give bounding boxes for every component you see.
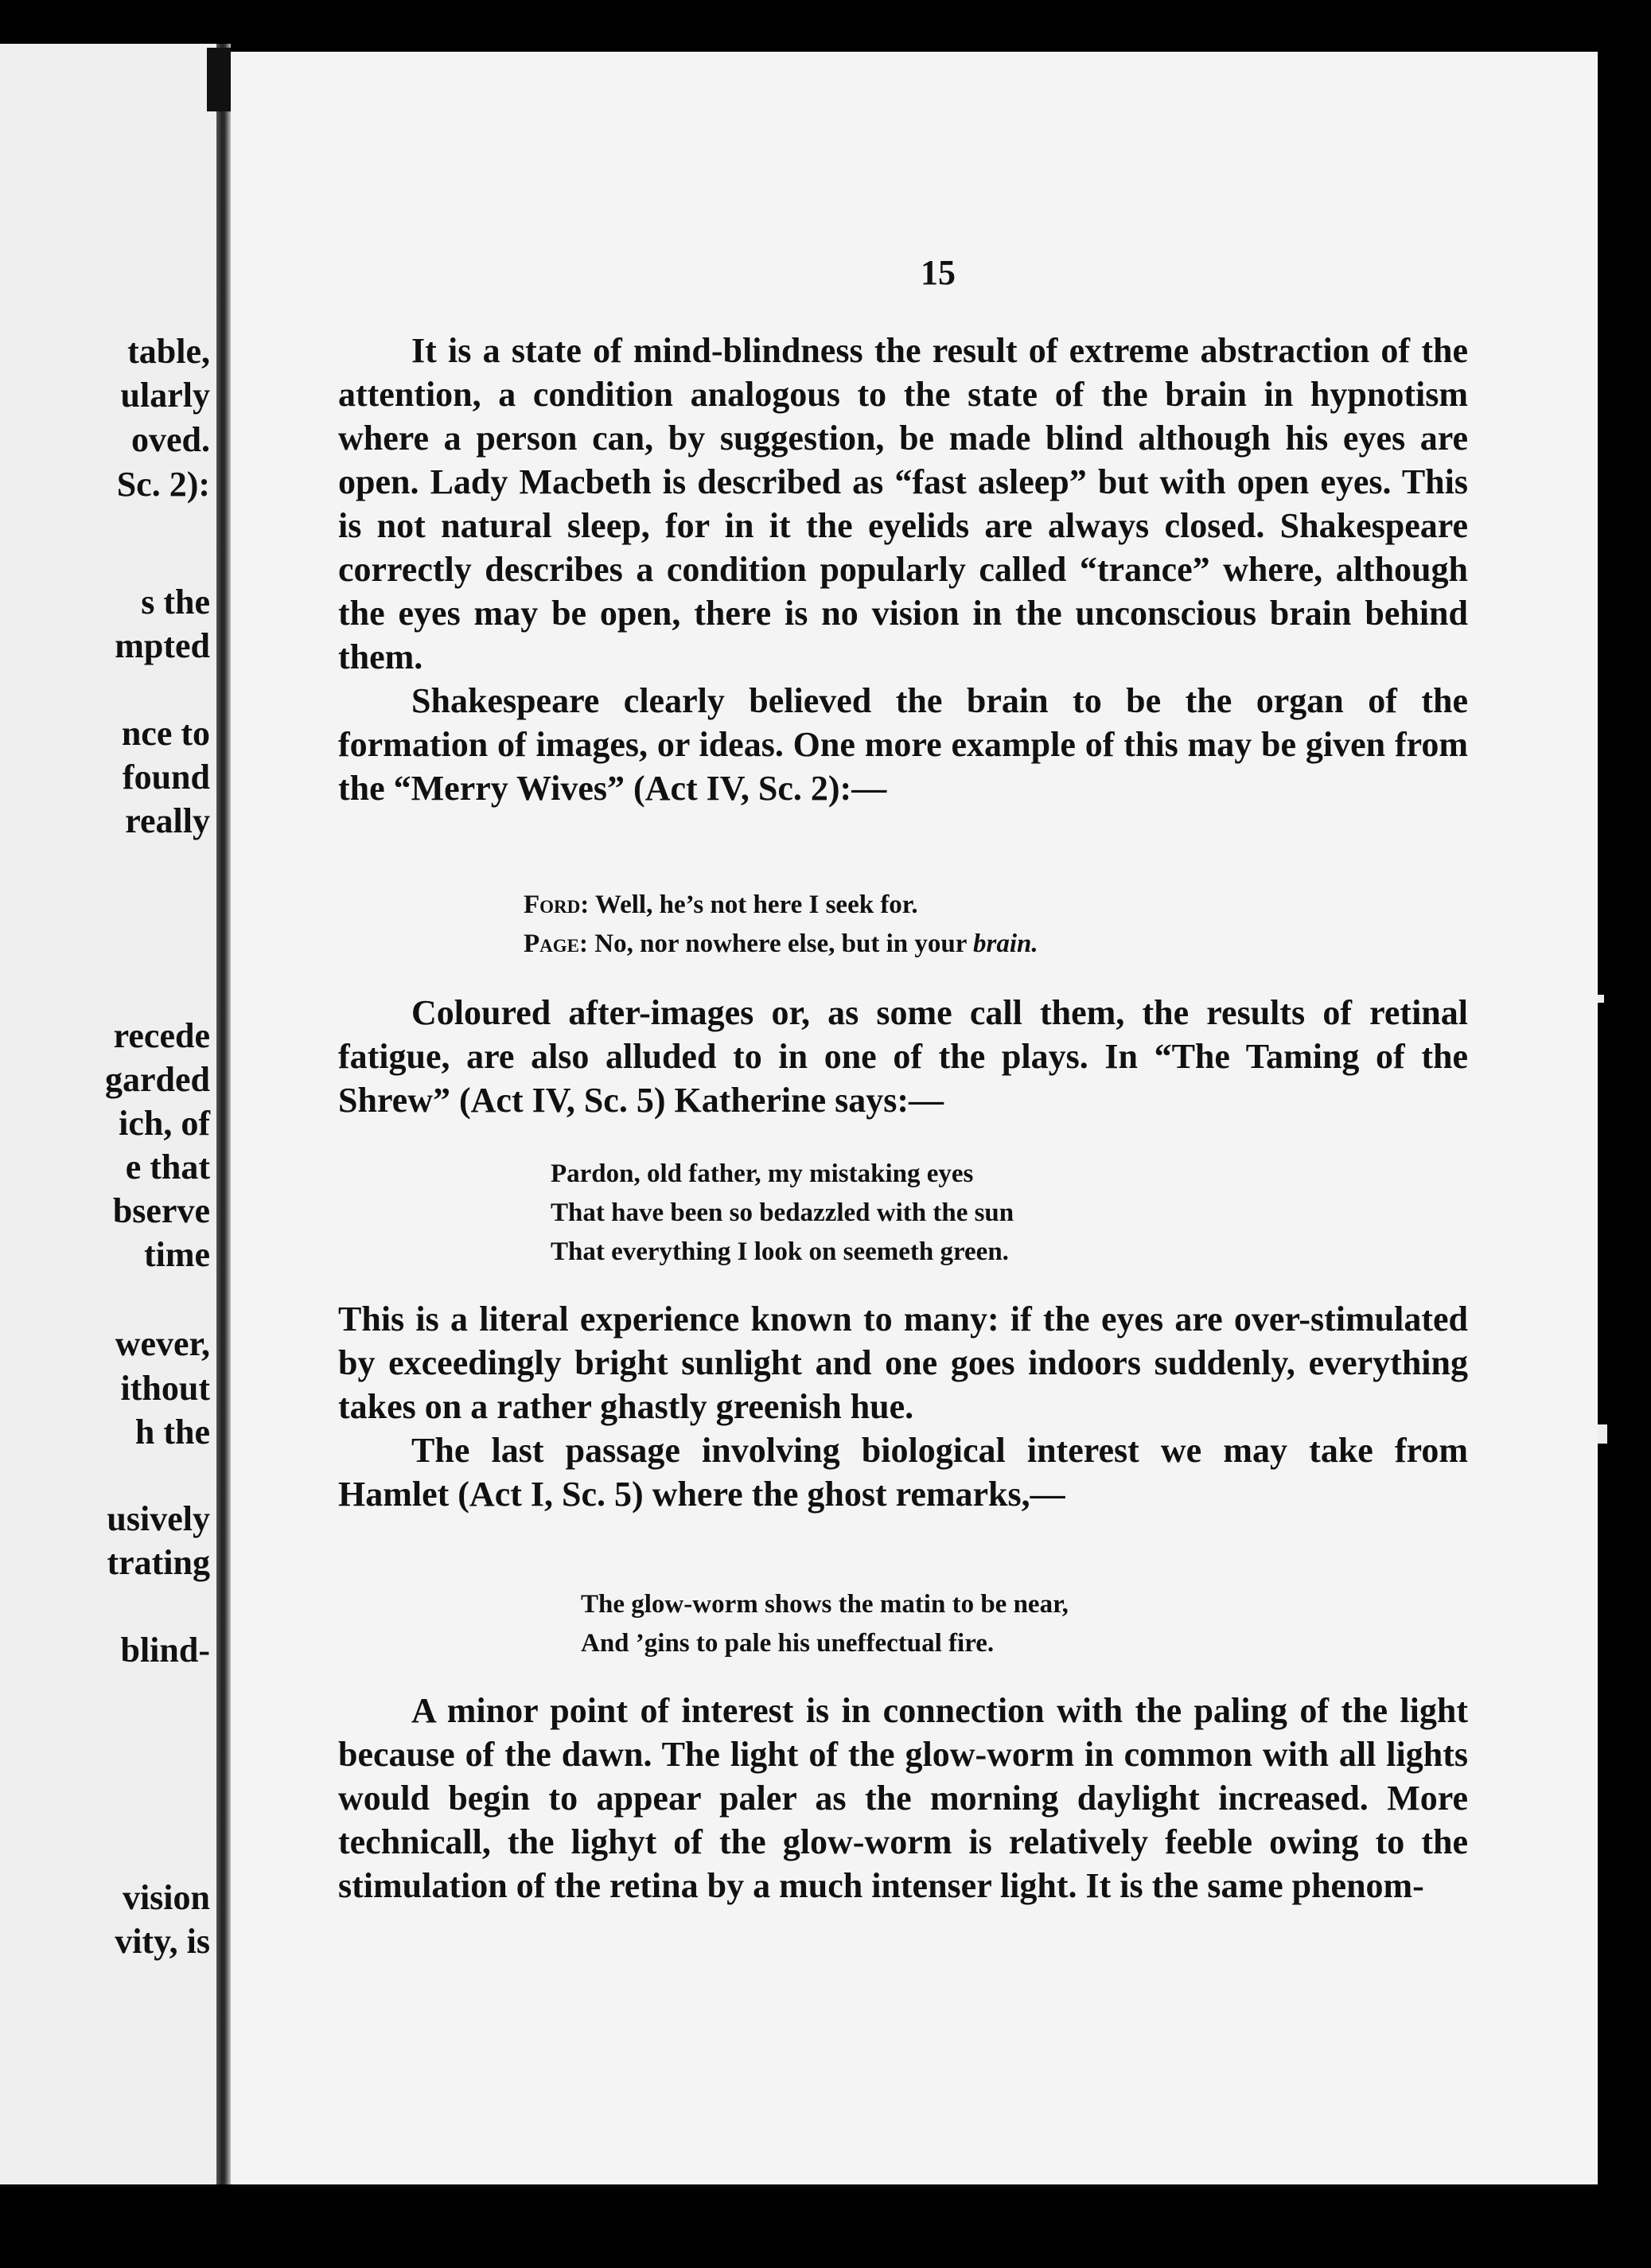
left-page-line: bserve [112,1191,210,1230]
paragraph: This is a literal experience known to many: if the eyes are over-stimulated by exceedingly bright sunlight and one goes indoors suddenly, everything takes on a rather ghastly greenish hue. [338,1300,1468,1426]
edge-speck [1598,995,1604,1003]
left-page-line: vision [122,1878,210,1917]
left-page-line: Sc. 2): [116,465,210,504]
paragraph: It is a state of mind-blindness the result of extreme abstraction of the attention, a condition analogous to the state of the brain in hypnotism where a person can, by suggestion, be made blind although his eyes are open. Lady Macbeth is described as “fast asleep” but with open eyes. This is not natural sleep, for in it the eyelids are always closed. Shakespeare correctly describes a condition popularly called “trance” where, although the eyes may be open, there is no vision in the unconscious brain behind them. [338,331,1468,676]
left-page-line: ithout [120,1369,210,1408]
quote-line [524,886,1038,925]
quote-line: The glow-worm shows the matin to be near, [581,1590,1069,1619]
left-page-line: trating [107,1543,210,1582]
quote-line: That everything I look on seemeth green. [551,1237,1009,1266]
paragraph: Shakespeare clearly believed the brain to be the organ of the formation of images, or ideas. One more example of this may be given from the “Merry Wives” (Act IV, Sc. 2):— [338,681,1468,808]
right-page [231,52,1598,2184]
quote-line [524,925,1038,964]
quote-hamlet [581,1585,1069,1663]
left-page-line: ich, of [119,1104,210,1143]
binding-shadow [207,48,231,111]
left-page-line: s the [141,583,210,622]
paragraph: Coloured after-images or, as some call them, the results of retinal fatigue, are also alluded to in one of the plays. In “The Taming of the Shrew” (Act IV, Sc. 5) Katherine says:— [338,993,1468,1120]
left-page-line: mpted [115,626,210,665]
left-page-line: time [143,1235,210,1274]
paragraph: A minor point of interest is in connection with the paling of the light because of the dawn. The light of the glow-worm in common with all lights would begin to appear paler as the morning daylight increased. More technicall, the lighyt of the glow-worm is relatively feeble owing to the stimulation of the retina by a much intenser light. It is the same phenom- [338,1691,1468,1905]
speaker-name: Page [524,929,579,958]
paragraph: The last passage involving biological interest we may take from Hamlet (Act I, Sc. 5) where the ghost remarks,— [338,1431,1468,1514]
left-page-line: found [122,758,210,797]
quote-line: That have been so bedazzled with the sun [551,1198,1014,1227]
left-page-line: h the [134,1413,210,1452]
quote-text: : No, nor nowhere else, but in your [579,929,974,958]
left-page-line: wever, [115,1324,210,1363]
page-number: 15 [921,253,956,292]
text-block-2 [338,991,1468,1122]
quote-merry-wives [524,886,1038,964]
quote-taming-of-the-shrew [551,1155,1014,1272]
speaker-name: Ford [524,890,581,919]
left-page-line: table, [127,332,210,371]
quote-line: Pardon, old father, my mistaking eyes [551,1159,974,1188]
left-page-line: e that [125,1148,210,1187]
left-page-line: nce to [121,714,210,753]
book-gutter [216,44,231,2184]
left-page-line: vity, is [115,1922,210,1961]
text-block-3 [338,1297,1468,1516]
left-page-line: really [125,801,210,840]
left-page-line: ularly [120,376,210,415]
left-facing-page [0,44,216,2184]
left-page-line: recede [113,1016,210,1055]
left-page-line: blind- [120,1631,210,1670]
left-page-line: usively [107,1499,210,1538]
quote-line: And ’gins to pale his uneffectual fire. [581,1629,995,1658]
left-page-line: oved. [131,420,210,459]
quote-emphasis: brain. [973,929,1038,958]
text-block-4 [338,1689,1468,1908]
edge-speck [1598,1424,1607,1444]
text-block-1 [338,329,1468,810]
left-page-line: garded [105,1060,210,1099]
quote-text: : Well, he’s not here I seek for. [580,890,918,919]
